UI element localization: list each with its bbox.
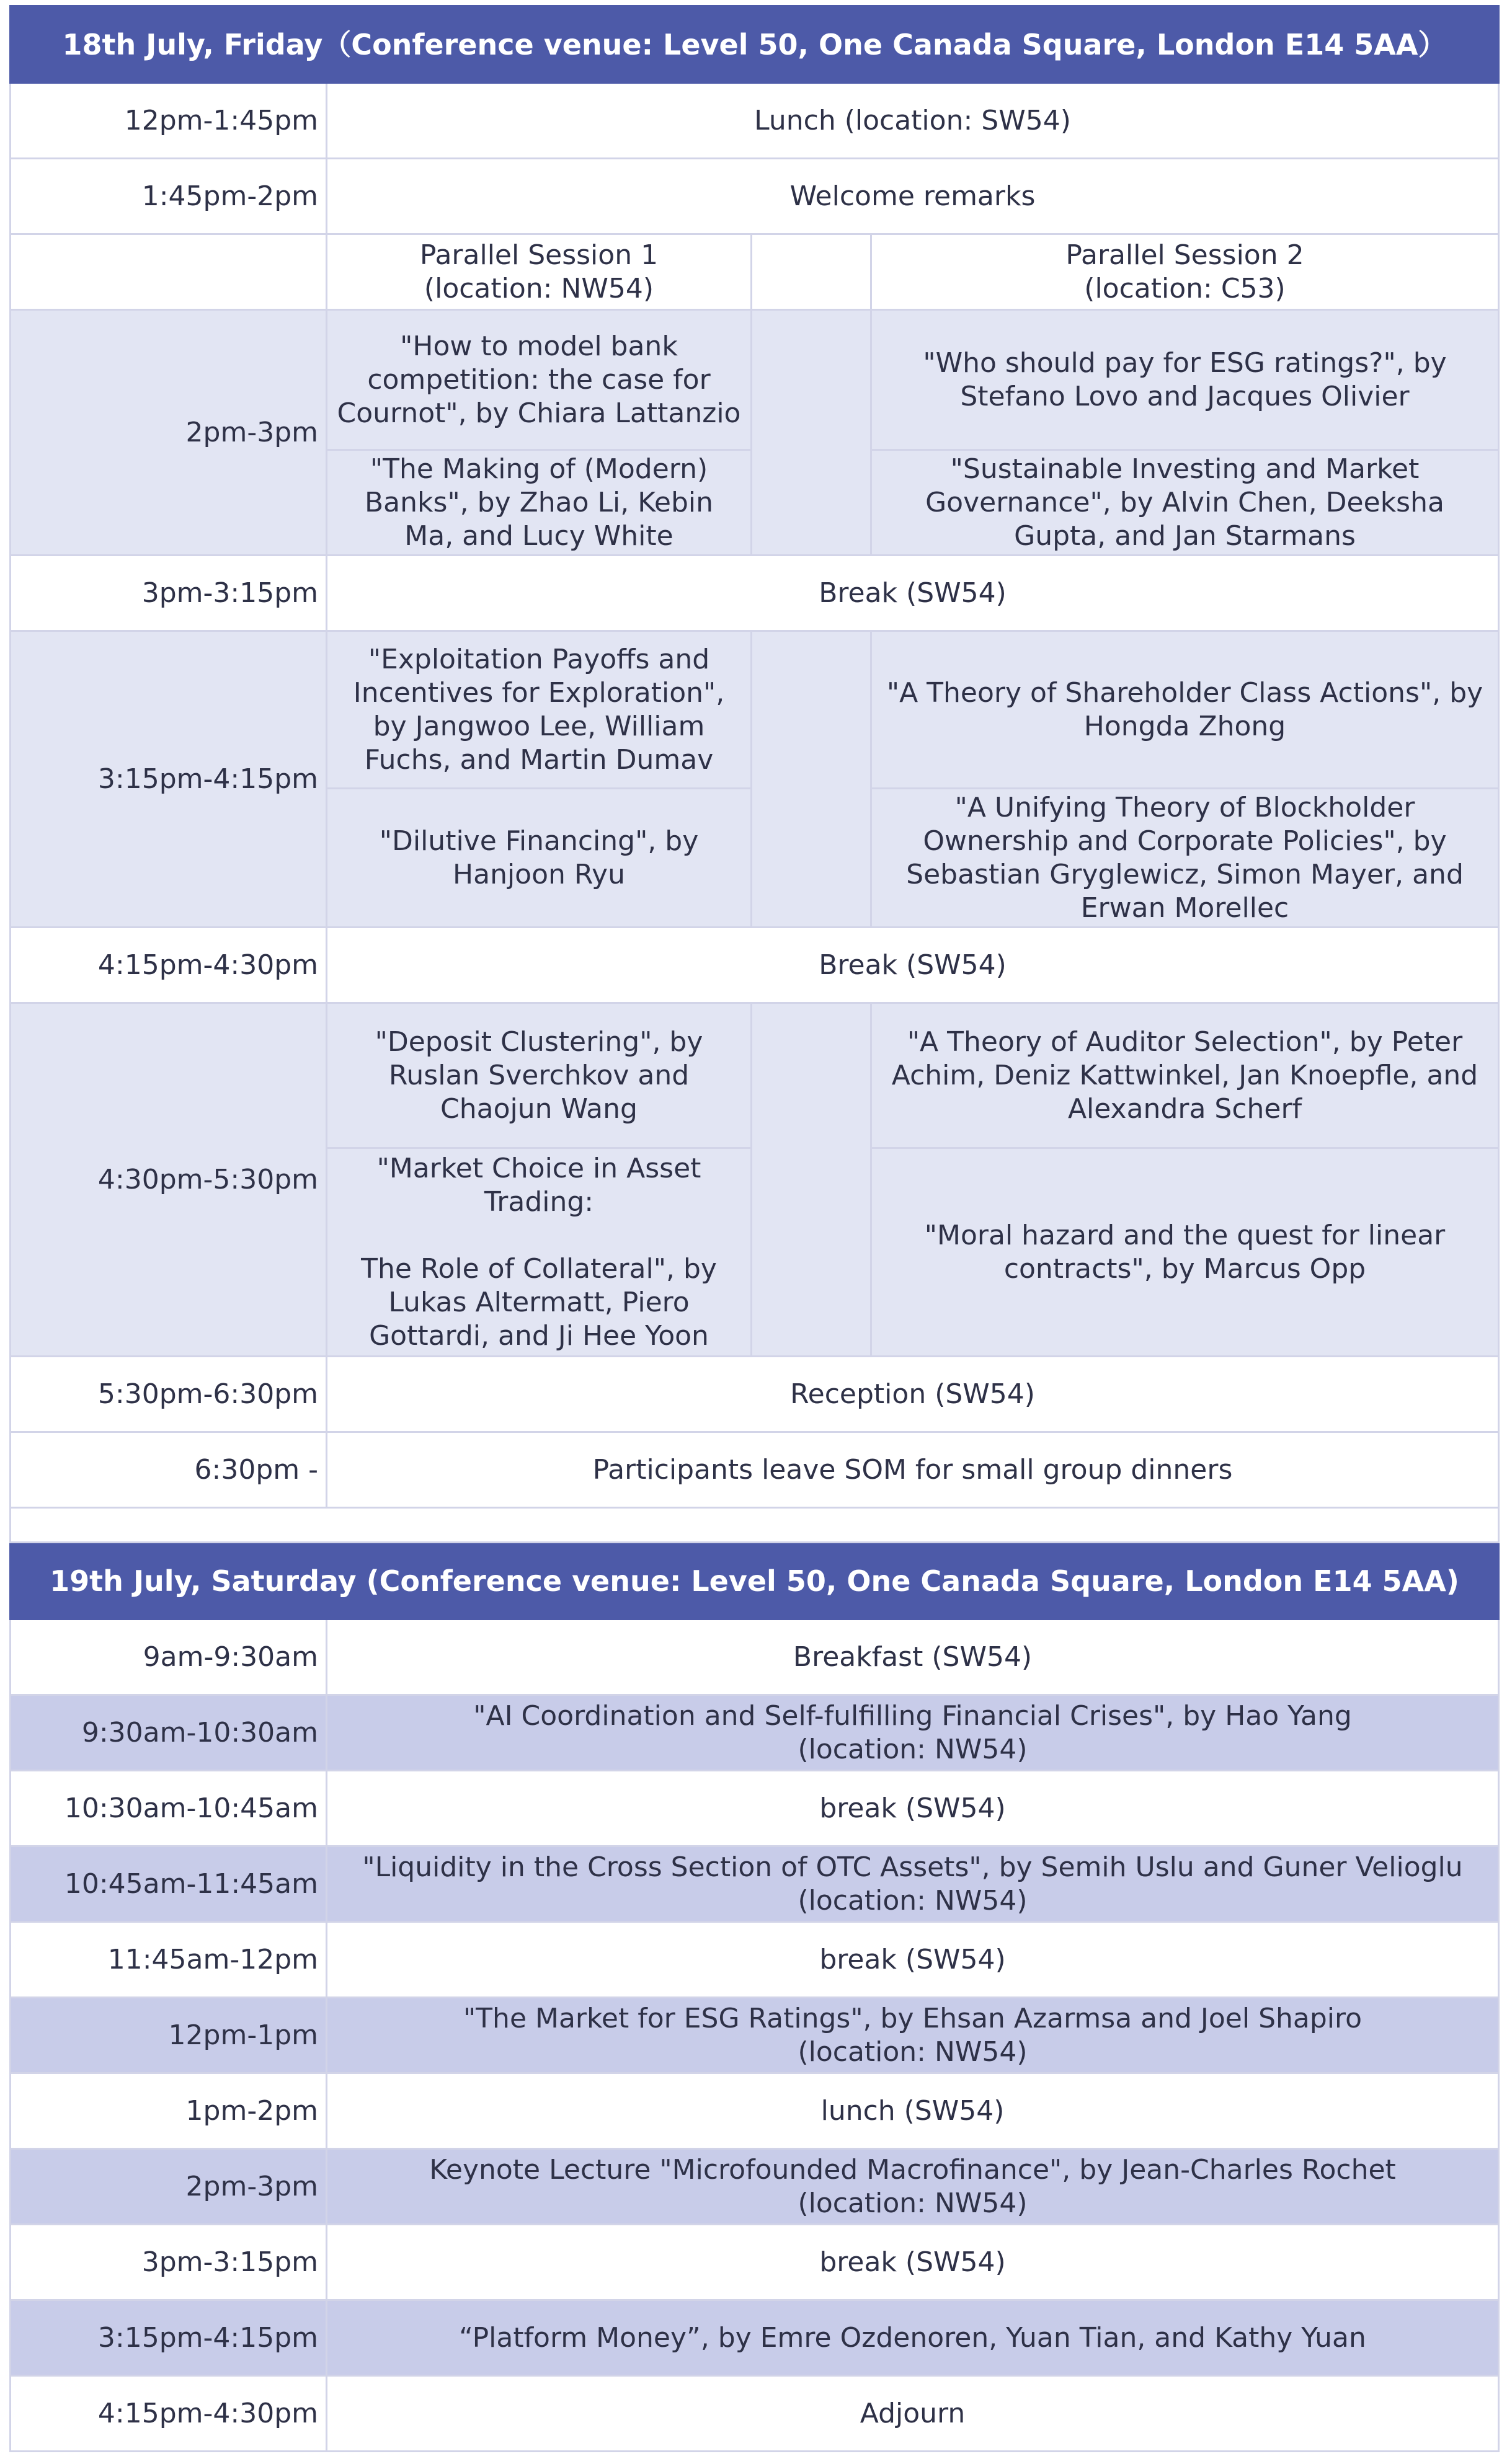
time-cell: 10:45am-11:45am <box>11 1846 327 1922</box>
schedule-row <box>11 1922 1499 1998</box>
event-cell: break (SW54) <box>327 1771 1499 1846</box>
schedule-row <box>11 1357 1499 1432</box>
event-cell: Welcome remarks <box>327 159 1499 234</box>
event-cell: break (SW54) <box>327 2225 1499 2300</box>
event-cell: break (SW54) <box>327 1922 1499 1998</box>
time-cell: 11:45am-12pm <box>11 1922 327 1998</box>
day2-header-row <box>11 1543 1499 1620</box>
schedule-row <box>11 2300 1499 2376</box>
gap-cell <box>752 310 871 556</box>
gap-cell <box>752 234 871 310</box>
time-cell: 4:30pm-5:30pm <box>11 1003 327 1357</box>
time-cell-empty <box>11 234 327 310</box>
talk-cell: "Who should pay for ESG ratings?", by Stefano Lovo and Jacques Olivier <box>871 310 1499 450</box>
time-cell: 6:30pm - <box>11 1432 327 1508</box>
talk-cell: "Market Choice in Asset Trading: The Role of Collateral", by Lukas Altermatt, Piero Gottardi, and Ji Hee Yoon <box>327 1148 752 1357</box>
schedule-row <box>11 83 1499 159</box>
time-cell: 3pm-3:15pm <box>11 556 327 631</box>
time-cell: 12pm-1pm <box>11 1998 327 2073</box>
talk-cell: "Exploitation Payoffs and Incentives for Exploration", by Jangwoo Lee, William Fuchs, and Martin Dumav <box>327 631 752 789</box>
time-cell: 4:15pm-4:30pm <box>11 2376 327 2452</box>
talk-cell: "The Making of (Modern) Banks", by Zhao Li, Kebin Ma, and Lucy White <box>327 450 752 556</box>
time-cell: 3pm-3:15pm <box>11 2225 327 2300</box>
talk-cell: "Sustainable Investing and Market Governance", by Alvin Chen, Deeksha Gupta, and Jan Starmans <box>871 450 1499 556</box>
event-cell: Break (SW54) <box>327 556 1499 631</box>
schedule-row <box>11 2225 1499 2300</box>
spacer-cell <box>11 1508 1499 1543</box>
event-cell: Breakfast (SW54) <box>327 1620 1499 1695</box>
time-cell: 2pm-3pm <box>11 310 327 556</box>
time-cell: 2pm-3pm <box>11 2149 327 2225</box>
talk-cell: "Dilutive Financing", by Hanjoon Ryu <box>327 789 752 928</box>
parallel-session-1-label: Parallel Session 1 (location: NW54) <box>327 234 752 310</box>
time-cell: 1pm-2pm <box>11 2073 327 2149</box>
day1-header: 18th July, Friday（Conference venue: Level 50, One Canada Square, London E14 5AA） <box>11 6 1499 83</box>
event-cell: Keynote Lecture "Microfounded Macrofinance", by Jean-Charles Rochet (location: NW54) <box>327 2149 1499 2225</box>
time-cell: 9:30am-10:30am <box>11 1695 327 1771</box>
time-cell: 1:45pm-2pm <box>11 159 327 234</box>
time-cell: 4:15pm-4:30pm <box>11 928 327 1003</box>
gap-cell <box>752 1003 871 1357</box>
day2-header: 19th July, Saturday (Conference venue: Level 50, One Canada Square, London E14 5AA) <box>11 1543 1499 1620</box>
talk-cell: "A Theory of Shareholder Class Actions", by Hongda Zhong <box>871 631 1499 789</box>
event-cell: "AI Coordination and Self-fulfilling Financial Crises", by Hao Yang (location: NW54) <box>327 1695 1499 1771</box>
schedule-row <box>11 2149 1499 2225</box>
day2-schedule <box>11 1620 1499 2452</box>
session-block-row <box>11 1003 1499 1148</box>
session-block-row <box>11 310 1499 450</box>
schedule-row <box>11 159 1499 234</box>
event-cell: "Liquidity in the Cross Section of OTC Assets", by Semih Uslu and Guner Velioglu (location: NW54) <box>327 1846 1499 1922</box>
time-cell: 5:30pm-6:30pm <box>11 1357 327 1432</box>
event-cell: “Platform Money”, by Emre Ozdenoren, Yuan Tian, and Kathy Yuan <box>327 2300 1499 2376</box>
schedule-row <box>11 1695 1499 1771</box>
schedule-table <box>9 5 1500 2452</box>
schedule-row <box>11 2073 1499 2149</box>
time-cell: 9am-9:30am <box>11 1620 327 1695</box>
time-cell: 10:30am-10:45am <box>11 1771 327 1846</box>
event-cell: Break (SW54) <box>327 928 1499 1003</box>
gap-cell <box>752 631 871 928</box>
schedule-row <box>11 1846 1499 1922</box>
day1-header-row <box>11 6 1499 83</box>
parallel-session-2-label: Parallel Session 2 (location: C53) <box>871 234 1499 310</box>
event-cell: "The Market for ESG Ratings", by Ehsan Azarmsa and Joel Shapiro (location: NW54) <box>327 1998 1499 2073</box>
schedule-row <box>11 1432 1499 1508</box>
time-cell: 3:15pm-4:15pm <box>11 2300 327 2376</box>
event-cell: Adjourn <box>327 2376 1499 2452</box>
schedule-row <box>11 1620 1499 1695</box>
time-cell: 3:15pm-4:15pm <box>11 631 327 928</box>
schedule-row <box>11 556 1499 631</box>
event-cell: Participants leave SOM for small group dinners <box>327 1432 1499 1508</box>
time-cell: 12pm-1:45pm <box>11 83 327 159</box>
spacer-row <box>11 1508 1499 1543</box>
session-block-row <box>11 631 1499 789</box>
event-cell: Reception (SW54) <box>327 1357 1499 1432</box>
schedule-row <box>11 1771 1499 1846</box>
event-cell: lunch (SW54) <box>327 2073 1499 2149</box>
talk-cell: "Deposit Clustering", by Ruslan Sverchkov and Chaojun Wang <box>327 1003 752 1148</box>
schedule-row <box>11 2376 1499 2452</box>
talk-cell: "A Theory of Auditor Selection", by Peter Achim, Deniz Kattwinkel, Jan Knoepfle, and Alexandra Scherf <box>871 1003 1499 1148</box>
schedule-row <box>11 1998 1499 2073</box>
talk-cell: "A Unifying Theory of Blockholder Ownership and Corporate Policies", by Sebastian Gryglewicz, Simon Mayer, and Erwan Morellec <box>871 789 1499 928</box>
event-cell: Lunch (location: SW54) <box>327 83 1499 159</box>
parallel-session-header-row <box>11 234 1499 310</box>
talk-cell: "How to model bank competition: the case for Cournot", by Chiara Lattanzio <box>327 310 752 450</box>
talk-cell: "Moral hazard and the quest for linear contracts", by Marcus Opp <box>871 1148 1499 1357</box>
schedule-row <box>11 928 1499 1003</box>
